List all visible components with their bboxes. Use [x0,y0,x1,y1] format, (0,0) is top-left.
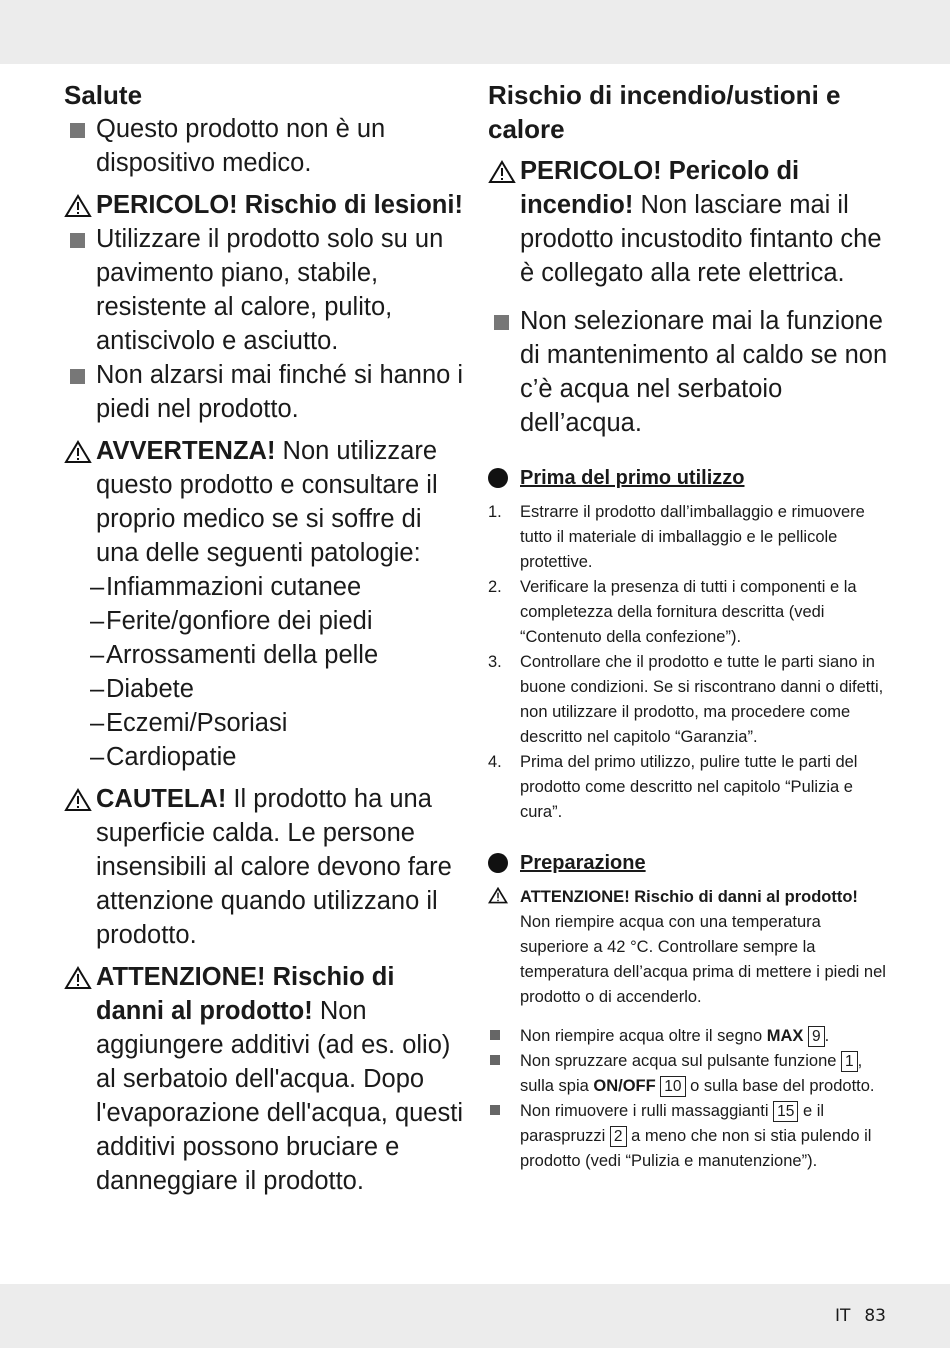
warning-triangle-icon [64,194,92,218]
warning-triangle-icon [488,160,516,184]
heading-text: Preparazione [520,852,646,874]
language-code: IT [834,1306,851,1326]
text-run: . [824,1027,830,1045]
section-heading-fire: Rischio di incendio/ustioni e calore [488,80,841,144]
attention-notice [64,960,464,1198]
section-heading-salute: Salute [64,80,143,110]
danger-notice [64,188,464,222]
text-run: Non rimuovere i rulli massaggianti [520,1102,774,1120]
attention-text: Non aggiungere additivi (ad es. olio) al serbatoio dell'acqua. Dopo l'evaporazione dell'acqua, questi additivi possono bruciare e danneggiare il prodotto. [96,997,463,1195]
square-bullet-icon [70,369,85,384]
list-item [64,358,464,426]
attention-title: ATTENZIONE! Rischio di danni al prodotto! [520,888,858,906]
list-item [488,1049,888,1099]
step-number: 1. [488,503,502,521]
footer-band [0,1284,950,1348]
list-item: – Diabete [64,672,464,706]
list-item-text: Non alzarsi mai finché si hanno i piedi nel prodotto. [96,361,464,423]
square-bullet-icon [70,233,85,248]
text-run: Non riempire acqua oltre il segno [520,1027,767,1045]
caution-notice [64,782,464,952]
step-text: Controllare che il prodotto e tutte le parti siano in buone condizioni. Se si riscontrano danni o difetti, non utilizzare il prodotto, ma procedere come descritto nel capitolo “Garanzia”. [520,653,884,746]
attention-text: Non riempire acqua con una temperatura superiore a 42 °C. Controllare sempre la temperatura dell’acqua prima di mettere i piedi nel prodotto o di accenderlo. [520,913,886,1006]
danger-title: PERICOLO! Pericolo di incendio! [520,157,800,219]
part-number-box: 10 [660,1076,685,1097]
list-item-text: Utilizzare il prodotto solo su un pavimento piano, stabile, resistente al calore, pulito, antiscivolo e asciutto. [96,225,444,355]
step-number: 3. [488,653,502,671]
text-run: a meno che non si stia pulendo il prodotto (vedi “Pulizia e manutenzione”). [520,1127,872,1170]
bullet-dot-icon [488,853,508,873]
list-item [488,304,888,440]
warning-text: Non utilizzare questo prodotto e consultare il proprio medico se si soffre di una delle seguenti patologie: [96,437,438,567]
on-off-label: ON/OFF [593,1077,656,1095]
caution-title: CAUTELA! [96,785,227,813]
list-item: – Ferite/gonfiore dei piedi [64,604,464,638]
danger-title: PERICOLO! Rischio di lesioni! [96,191,463,219]
warning-triangle-icon [488,887,508,904]
warning-title: AVVERTENZA! [96,437,276,465]
attention-notice [488,885,888,1010]
part-number-box: 15 [773,1101,798,1122]
step-text: Estrarre il prodotto dall’imballaggio e rimuovere tutto il materiale di imballaggio e le pellicole protettive. [520,503,865,571]
list-item-text: Non selezionare mai la funzione di mantenimento al caldo se non c’è acqua nel serbatoio dell’acqua. [520,307,888,437]
caution-text: Il prodotto ha una superficie calda. Le persone insensibili al calore devono fare attenzione quando utilizzano il prodotto. [96,785,452,949]
square-bullet-icon [494,315,509,330]
list-item: – Cardiopatie [64,740,464,774]
warning-notice [64,434,464,570]
page-number: 83 [864,1306,886,1326]
list-item [488,1099,888,1174]
square-bullet-icon [490,1030,500,1040]
danger-notice [488,154,888,290]
list-item-text: Questo prodotto non è un dispositivo medico. [96,115,386,177]
part-number-box: 1 [841,1051,858,1072]
square-bullet-icon [490,1105,500,1115]
attention-title: ATTENZIONE! Rischio di danni al prodotto! [96,963,395,1025]
square-bullet-icon [490,1055,500,1065]
numbered-step [488,500,888,575]
step-number: 2. [488,578,502,596]
list-item [64,222,464,358]
numbered-step [488,575,888,650]
text-run: e il paraspruzzi [520,1102,825,1145]
warning-triangle-icon [64,440,92,464]
header-band [0,0,950,64]
section-heading-first-use [488,464,888,492]
section-heading-preparation [488,849,888,877]
numbered-step [488,750,888,825]
warning-triangle-icon [64,966,92,990]
part-number-box: 2 [610,1126,627,1147]
page-footer [835,1306,886,1326]
max-label: MAX [766,1027,804,1045]
step-text: Verificare la presenza di tutti i componenti e la completezza della fornitura descritta (vedi “Contenuto della confezione”). [520,578,857,646]
text-run: , sulla spia [520,1052,863,1095]
list-item: – Arrossamenti della pelle [64,638,464,672]
list-item [64,112,464,180]
list-item: – Infiammazioni cutanee [64,570,464,604]
bullet-dot-icon [488,468,508,488]
text-run: Non spruzzare acqua sul pulsante funzione [520,1052,842,1070]
part-number-box: 9 [808,1026,825,1047]
numbered-step [488,650,888,750]
text-run: o sulla base del prodotto. [685,1077,875,1095]
first-use-steps [488,500,888,825]
square-bullet-icon [70,123,85,138]
conditions-list [64,570,464,774]
left-column [64,78,464,1198]
list-item [488,1024,888,1049]
step-text: Prima del primo utilizzo, pulire tutte le parti del prodotto come descritto nel capitolo “Pulizia e cura”. [520,753,858,821]
danger-text: Non lasciare mai il prodotto incustodito fintanto che è collegato alla rete elettrica. [520,191,882,287]
list-item: – Eczemi/Psoriasi [64,706,464,740]
step-number: 4. [488,753,502,771]
warning-triangle-icon [64,788,92,812]
preparation-list [488,1024,888,1174]
right-column [488,78,888,1174]
heading-text: Prima del primo utilizzo [520,467,745,489]
